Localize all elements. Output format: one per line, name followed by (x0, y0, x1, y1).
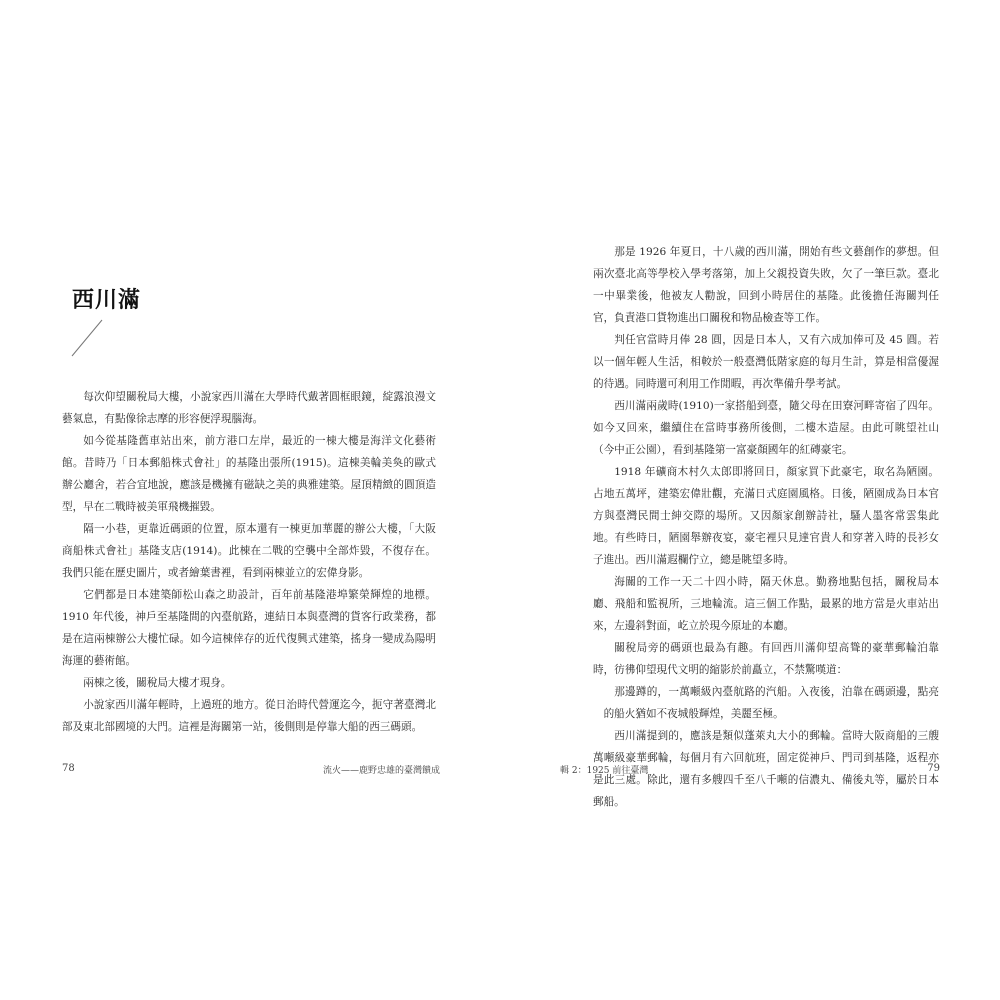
block-quote (593, 681, 939, 725)
chapter-title: 西川滿 (72, 287, 142, 313)
paragraph: 每次仰望關稅局大樓，小說家西川滿在大學時代戴著圓框眼鏡，綻露浪漫文藝氣息，有點像徐志摩的形容便浮現腦海。 (62, 391, 436, 425)
page-number-left: 78 (62, 763, 75, 774)
paragraph: 西川滿提到的，應該是類似蓬萊丸大小的郵輪。當時大阪商船的三艘萬噸級豪華郵輪，每個月有六回航班，固定從神戶、門司到基隆，返程亦是此三處。除此，還有多艘四千至八千噸的信濃丸、備後丸等，屬於日本郵船。 (593, 730, 939, 808)
paragraph: 那是 1926 年夏日，十八歲的西川滿，開始有些文藝創作的夢想。但兩次臺北高等學校入學考落第，加上父親投資失敗，欠了一筆巨款。臺北一中畢業後，他被友人勸說，回到小時居住的基隆。此後擔任海關判任官，負責港口貨物進出口關稅和物品檢查等工作。 (593, 246, 939, 324)
right-page (500, 0, 1000, 1000)
paragraph: 西川滿兩歲時(1910)一家搭船到臺，隨父母在田寮河畔寄宿了四年。如今又回來，繼續住在當時事務所後側，二樓木造屋。由此可眺望社山（今中正公園），看到基隆第一富豪顏國年的紅磚豪宅。 (593, 400, 939, 456)
paragraph: 如今從基隆舊車站出來，前方港口左岸，最近的一棟大樓是海洋文化藝術館。昔時乃「日本郵船株式會社」的基隆出張所(1915)。這棟美輪美奐的歐式辦公廳舍，若合宜地說，應該是機擁有磁缺之美的典雅建築。屋頂精緻的圓頂造型，早在二戰時被美軍飛機摧毀。 (62, 435, 436, 513)
running-head-right: 輯 2：1925 前往臺灣 (560, 766, 649, 776)
paragraph: 關稅局旁的碼頭也最為有趣。有回西川滿仰望高聳的豪華郵輪泊靠時，彷彿仰望現代文明的縮影於前矗立，不禁驚嘆道： (593, 642, 939, 676)
running-head-left: 流火——鹿野忠雄的臺灣饋成 (322, 766, 440, 776)
paragraph: 隔一小巷，更靠近碼頭的位置，原本還有一棟更加華麗的辦公大樓，「大阪商船株式會社」基隆支店(1914)。此棟在二戰的空襲中全部炸毀，不復存在。我們只能在歷史圖片，或者繪葉書裡，看到兩棟並立的宏偉身影。 (62, 523, 436, 579)
title-diagonal-rule (70, 318, 104, 358)
left-body-text (62, 386, 436, 738)
quote-text: 那邊蹲的，一萬噸級內臺航路的汽船。入夜後，泊靠在碼頭邊，點亮的船火猶如不夜城般輝煌，美麗至極。 (603, 686, 939, 720)
paragraph: 判任官當時月俸 28 圓，因是日本人，又有六成加俸可及 45 圓。若以一個年輕人生活，相較於一般臺灣低階家庭的每月生計，算是相當優渥的待遇。同時還可利用工作閒暇，再次準備升學考試。 (593, 334, 939, 390)
right-body-text (593, 241, 939, 813)
paragraph: 小說家西川滿年輕時，上過班的地方。從日治時代營運迄今，扼守著臺灣北部及東北部國境的大門。這裡是海關第一站，後側則是停靠大船的西三碼頭。 (62, 699, 436, 733)
page-number-right: 79 (927, 763, 940, 774)
paragraph: 兩棟之後，關稅局大樓才現身。 (83, 677, 232, 689)
paragraph: 它們都是日本建築師松山森之助設計，百年前基隆港埠繁榮輝煌的地標。1910 年代後，神戶至基隆間的內臺航路，連結日本與臺灣的貨客行政業務，都是在這兩棟辦公大樓忙碌。如今這棟倖存的近代復興式建築，搖身一變成為陽明海運的藝術館。 (62, 589, 436, 667)
paragraph: 海關的工作一天二十四小時，隔天休息。勤務地點包括，關稅局本廳、飛船和監視所，三地輪流。這三個工作點，最累的地方當是火車站出來，左邊斜對面，屹立於現今原址的本廳。 (593, 576, 939, 632)
paragraph: 1918 年礦商木村久太郎即將回日，顏家買下此豪宅，取名為陋園。占地五萬坪，建築宏偉壯觀，充滿日式庭園風格。日後，陋園成為日本官方與臺灣民間士紳交際的場所。又因顏家創辦詩社，騷人墨客常雲集此地。有些時日，陋園舉辦夜宴，豪宅裡只見達官貴人和穿著入時的長衫女子進出。西川滿遐欄佇立，總是眺望多時。 (593, 466, 939, 566)
